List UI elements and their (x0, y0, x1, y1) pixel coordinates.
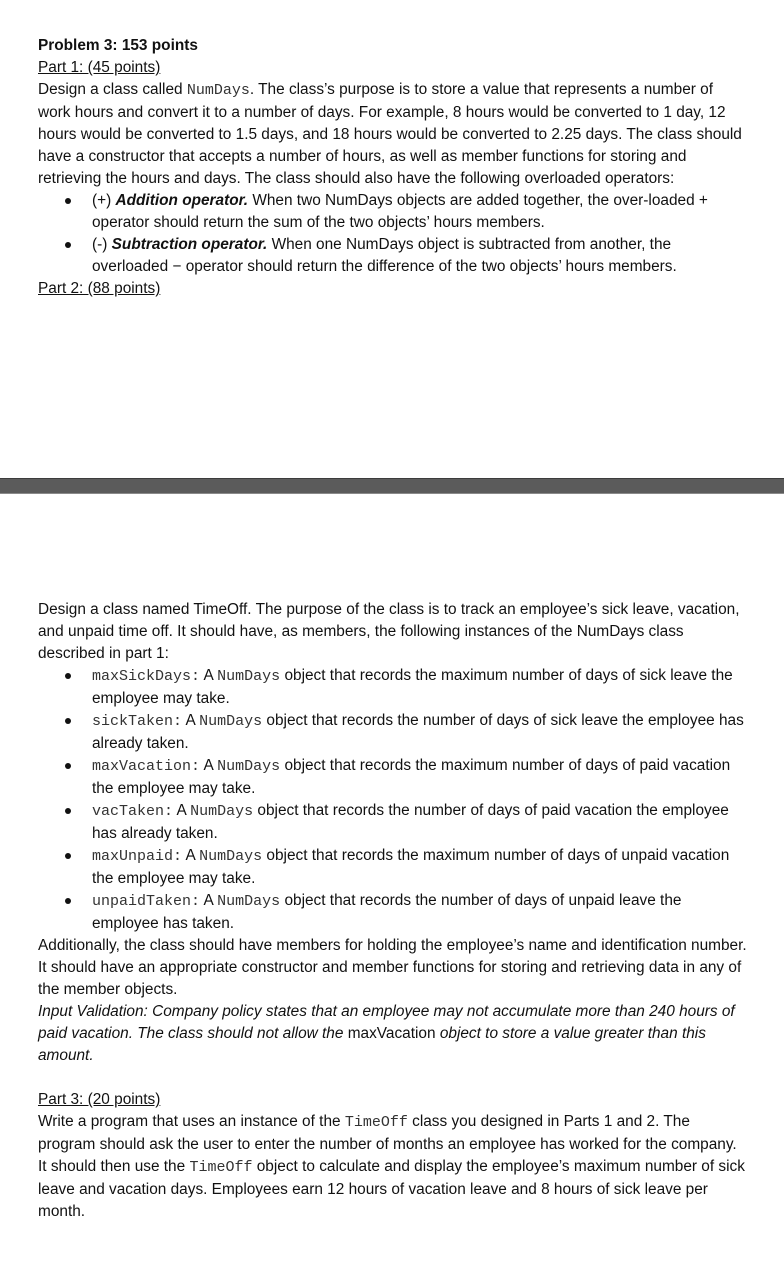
bullet-icon (65, 763, 71, 769)
part-2-heading: Part 2: (88 points) (38, 280, 161, 297)
validation-text: Input Validation: Company policy states that an employee may not accumulate more than 240 hours of paid vacation. The class should not allow the (38, 1003, 735, 1042)
member-article: A (182, 712, 200, 729)
member-name: maxVacation: (92, 758, 201, 775)
validation-text-rest: object to store a value greater than this amount. (38, 1025, 706, 1064)
bullet-icon (65, 198, 71, 204)
member-type: NumDays (199, 848, 263, 865)
bullet-icon (65, 853, 71, 859)
intro-text: Design a class called (38, 81, 187, 98)
member-item (92, 845, 748, 890)
operator-item-addition (92, 190, 748, 234)
part-3-text-b: class you designed in Parts 1 and 2. The program should ask the user to enter the number of months an employee has worked for the company. It should then use the (38, 1113, 737, 1175)
member-desc: object that records the number of days of sick leave the employee has already taken. (92, 712, 744, 752)
bullet-icon (65, 718, 71, 724)
member-article: A (182, 847, 200, 864)
operator-item-subtraction (92, 234, 748, 278)
page-divider (0, 478, 784, 494)
member-item (92, 710, 748, 755)
part-3-text (38, 1111, 748, 1223)
bullet-icon (65, 898, 71, 904)
member-item (92, 800, 748, 845)
part-2-additional: Additionally, the class should have members for holding the employee’s name and identification number. It should have an appropriate constructor and member functions for storing and retrieving data in any of the member objects. (38, 937, 747, 998)
bullet-icon (65, 242, 71, 248)
member-name: vacTaken: (92, 803, 174, 820)
member-item (92, 755, 748, 800)
member-desc: object that records the number of days of paid vacation the employee has already taken. (92, 802, 729, 842)
operator-prefix: (-) (92, 236, 112, 253)
member-name: maxSickDays: (92, 668, 201, 685)
timeoff-code: TimeOff (344, 1114, 408, 1131)
bullet-icon (65, 673, 71, 679)
member-article: A (173, 802, 191, 819)
operator-text: When two NumDays objects are added together, the over-loaded + operator should return the sum of the two objects’ hours members. (92, 192, 708, 231)
document-page-2 (0, 494, 784, 1268)
operator-text: When one NumDays object is subtracted from another, the overloaded − operator should return the difference of the two objects’ hours members. (92, 236, 677, 275)
operator-prefix: (+) (92, 192, 116, 209)
member-item (92, 890, 748, 935)
member-desc: object that records the number of days of unpaid leave the employee has taken. (92, 892, 682, 932)
member-article: A (200, 757, 218, 774)
page-2-content (38, 599, 748, 1223)
page-1-content (38, 35, 748, 300)
part-2-intro: Design a class named TimeOff. The purpose of the class is to track an employee’s sick leave, vacation, and unpaid time off. It should have, as members, the following instances of the NumDays class described in part 1: (38, 601, 740, 662)
numdays-code: NumDays (186, 82, 250, 99)
member-list (38, 665, 748, 935)
operator-label: Addition operator. (115, 192, 249, 209)
member-name: sickTaken: (92, 713, 183, 730)
member-item (92, 665, 748, 710)
member-article: A (200, 667, 218, 684)
member-desc: object that records the maximum number of days of paid vacation the employee may take. (92, 757, 731, 797)
document-page-1 (0, 0, 784, 478)
part-3-text-a: Write a program that uses an instance of the (38, 1113, 345, 1130)
member-type: NumDays (217, 893, 281, 910)
part-1-heading: Part 1: (45 points) (38, 59, 161, 76)
input-validation (38, 1001, 748, 1067)
member-type: NumDays (217, 668, 281, 685)
operator-label: Subtraction operator. (111, 236, 268, 253)
part-3-heading: Part 3: (20 points) (38, 1091, 161, 1108)
member-type: NumDays (217, 758, 281, 775)
member-type: NumDays (190, 803, 254, 820)
intro-text-rest: . The class’s purpose is to store a value that represents a number of work hours and convert it to a number of days. For example, 8 hours would be converted to 1 day, 12 hours would be converted to 1.5 days, and 18 hours would be converted to 2.25 days. The class should have a constructor that accepts a number of hours, as well as member functions for storing and retrieving the hours and days. The class should also have the following overloaded operators: (38, 81, 742, 187)
maxvacation-ref: maxVacation (347, 1025, 436, 1042)
member-desc: object that records the maximum number of days of sick leave the employee may take. (92, 667, 733, 707)
member-type: NumDays (199, 713, 263, 730)
member-article: A (200, 892, 218, 909)
member-name: maxUnpaid: (92, 848, 183, 865)
problem-title: Problem 3: 153 points (38, 37, 198, 54)
member-name: unpaidTaken: (92, 893, 201, 910)
part-3-text-c: object to calculate and display the employee’s maximum number of sick leave and vacation days. Employees earn 12 hours of vacation leave and 8 hours of sick leave per month. (38, 1158, 745, 1220)
part-1-intro (38, 79, 748, 190)
operator-list (38, 190, 748, 278)
spacer (38, 1067, 748, 1089)
bullet-icon (65, 808, 71, 814)
member-desc: object that records the maximum number of days of unpaid vacation the employee may take. (92, 847, 730, 887)
timeoff-code: TimeOff (189, 1159, 253, 1176)
